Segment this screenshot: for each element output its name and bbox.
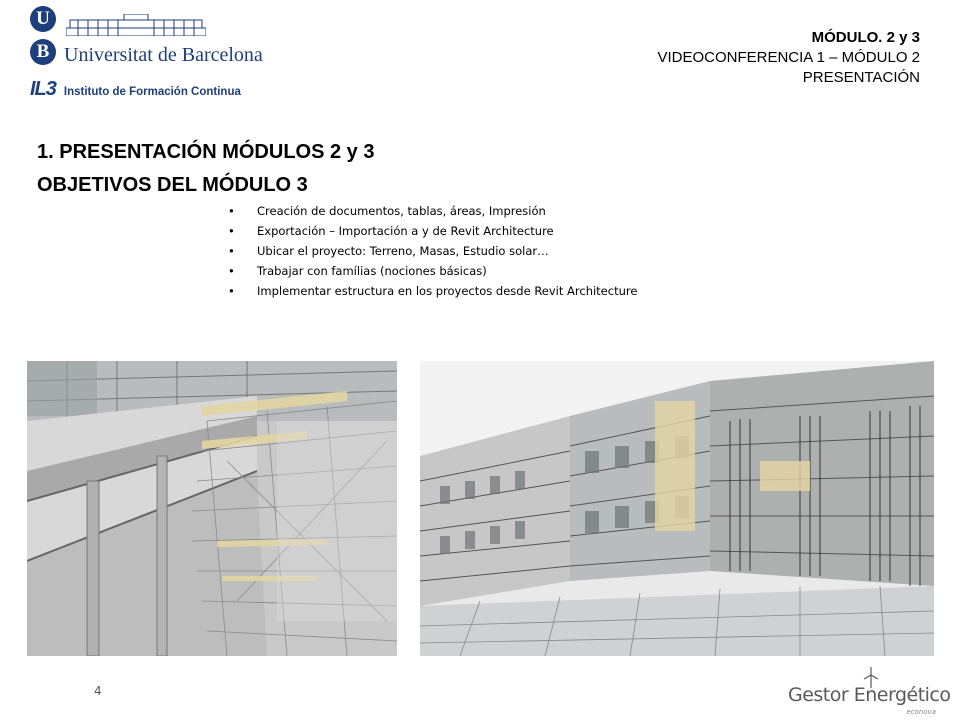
university-name: Universitat de Barcelona bbox=[64, 44, 263, 66]
ub-b-row bbox=[30, 39, 56, 65]
objectives-list bbox=[228, 201, 637, 301]
slide-title: 1. PRESENTACIÓN MÓDULOS 2 y 3 bbox=[37, 141, 375, 163]
list-item bbox=[228, 241, 637, 261]
revit-interior-render bbox=[27, 361, 397, 656]
bullet-icon: • bbox=[228, 224, 235, 238]
ub-b-logo: B bbox=[30, 39, 56, 65]
slide-subtitle: OBJETIVOS DEL MÓDULO 3 bbox=[37, 174, 308, 196]
il3-logo bbox=[30, 78, 241, 101]
list-item bbox=[228, 221, 637, 241]
session-line: VIDEOCONFERENCIA 1 – MÓDULO 2 bbox=[657, 49, 920, 66]
list-item-text: Implementar estructura en los proyectos desde Revit Architecture bbox=[257, 284, 638, 298]
presentation-line: PRESENTACIÓN bbox=[802, 69, 920, 86]
header-logos bbox=[30, 6, 263, 100]
list-item-text: Creación de documentos, tablas, áreas, Impresión bbox=[257, 204, 546, 218]
brand-name: Gestor Energético bbox=[788, 684, 951, 706]
page-number: 4 bbox=[94, 684, 102, 698]
list-item-text: Ubicar el proyecto: Terreno, Masas, Estudio solar… bbox=[257, 244, 549, 258]
list-item bbox=[228, 261, 637, 281]
bullet-icon: • bbox=[228, 264, 235, 278]
ub-u-logo: U bbox=[30, 6, 56, 32]
bullet-icon: • bbox=[228, 204, 235, 218]
ub-u-row bbox=[30, 6, 56, 32]
il3-mark: IL3 bbox=[30, 78, 56, 100]
revit-building-render bbox=[420, 361, 934, 656]
list-item-text: Exportación – Importación a y de Revit Architecture bbox=[257, 224, 554, 238]
module-header bbox=[657, 28, 920, 88]
bullet-icon: • bbox=[228, 244, 235, 258]
gestor-energetico-logo bbox=[788, 666, 951, 718]
university-building-icon bbox=[66, 14, 206, 36]
module-line: MÓDULO. 2 y 3 bbox=[811, 29, 920, 46]
il3-name: Instituto de Formación Continua bbox=[63, 86, 241, 98]
list-item-text: Trabajar con famílias (nociones básicas) bbox=[257, 264, 487, 278]
brand-sub: econova bbox=[906, 708, 936, 716]
bullet-icon: • bbox=[228, 284, 235, 298]
list-item bbox=[228, 201, 637, 221]
list-item bbox=[228, 281, 637, 301]
